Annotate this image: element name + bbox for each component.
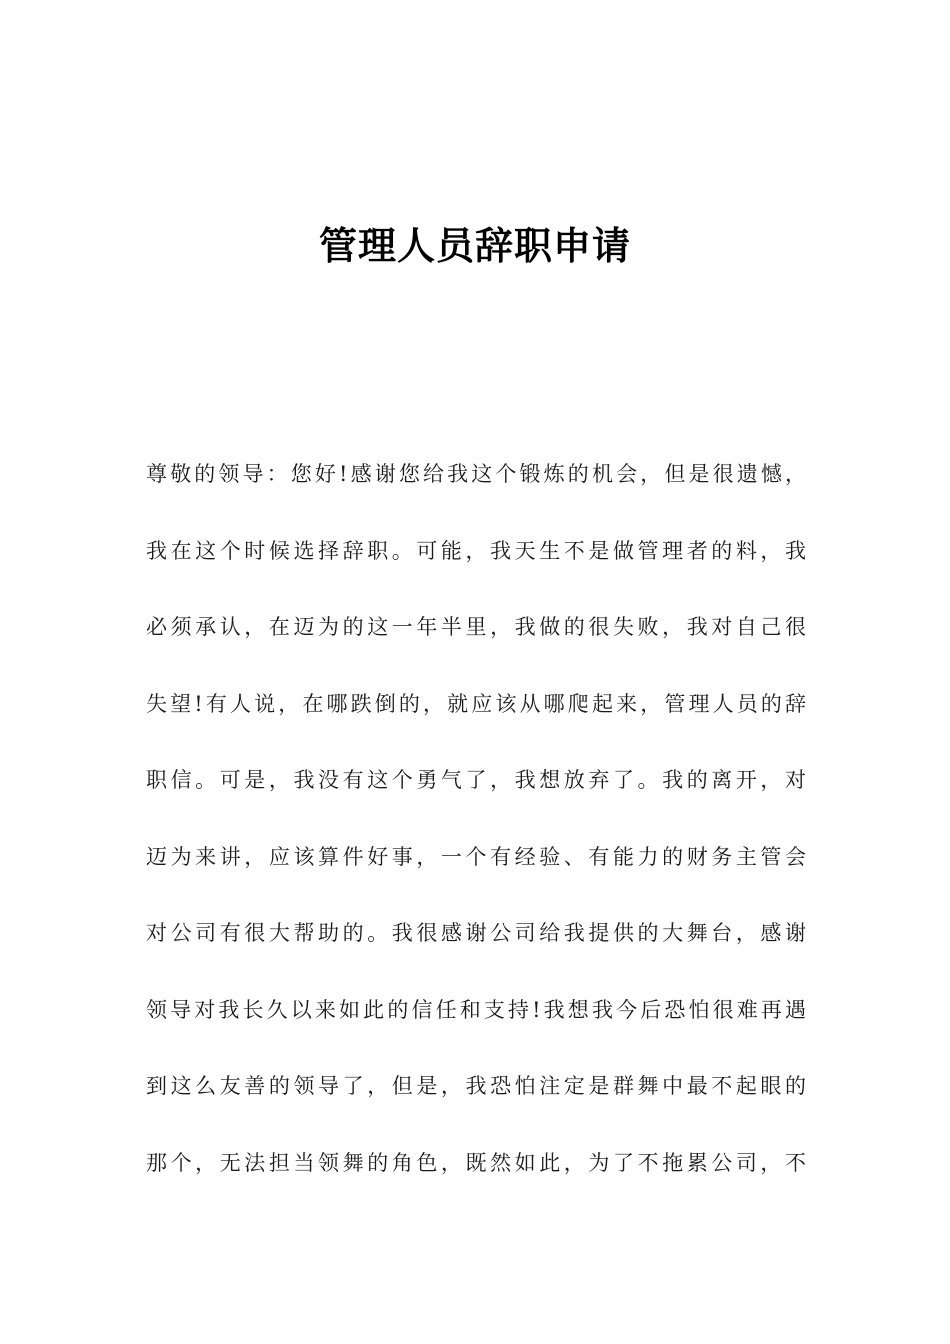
body-line: 必须承认，在迈为的这一年半里，我做的很失败，我对自己很 [146, 615, 806, 639]
body-line: 职信。可是，我没有这个勇气了，我想放弃了。我的离开，对 [146, 768, 806, 792]
body-line: 那个，无法担当领舞的角色，既然如此，为了不拖累公司，不 [146, 1150, 806, 1175]
body-line: 我在这个时候选择辞职。可能，我天生不是做管理者的料，我 [146, 538, 806, 563]
body-line: 失望!有人说，在哪跌倒的，就应该从哪爬起来，管理人员的辞 [146, 691, 806, 716]
body-line: 领导对我长久以来如此的信任和支持!我想我今后恐怕很难再遇 [146, 997, 806, 1022]
body-line: 到这么友善的领导了，但是，我恐怕注定是群舞中最不起眼的 [146, 1074, 806, 1098]
body-line: 尊敬的领导：您好!感谢您给我这个锻炼的机会，但是很遗憾， [146, 462, 806, 486]
document-body [146, 452, 806, 1217]
body-line: 迈为来讲，应该算件好事，一个有经验、有能力的财务主管会 [146, 844, 806, 869]
document-title: 管理人员辞职申请 [318, 224, 631, 268]
body-line: 对公司有很大帮助的。我很感谢公司给我提供的大舞台，感谢 [146, 921, 806, 945]
